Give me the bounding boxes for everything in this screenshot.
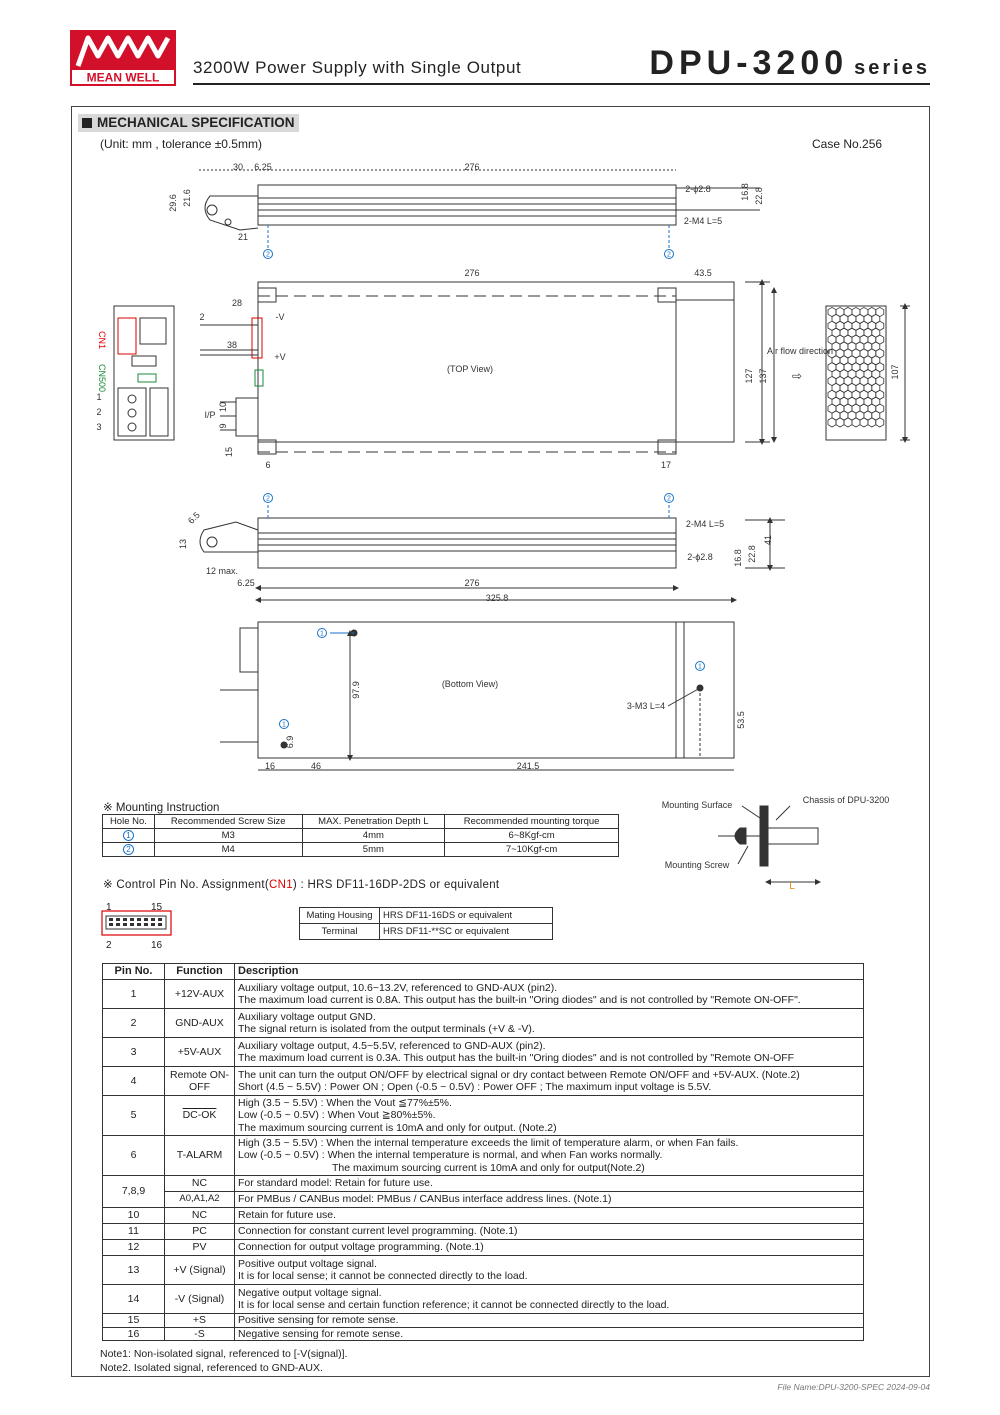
svg-text:21.6: 21.6: [182, 189, 192, 207]
mounting-title: ※ Mounting Instruction: [103, 802, 220, 814]
table-row: 12 PV Connection for output voltage programming. (Note.1): [103, 1240, 864, 1256]
svg-text:I/P: I/P: [204, 410, 216, 420]
table-row: 13 +V (Signal) Positive output voltage signal. It is for local sense; it cannot be connected directly to the load.: [103, 1256, 864, 1285]
svg-text:127: 127: [744, 368, 754, 384]
table-row: 2 M4 5mm 7~10Kgf-cm: [103, 843, 619, 857]
product-subtitle: 3200W Power Supply with Single Output: [193, 58, 522, 77]
svg-text:30: 30: [232, 162, 244, 172]
svg-text:21: 21: [237, 232, 249, 242]
fan-grille: [828, 307, 884, 427]
svg-text:241.5: 241.5: [516, 761, 540, 771]
table-row: Mating Housing HRS DF11-16DS or equivalent: [300, 908, 553, 924]
mating-table: [299, 907, 553, 940]
svg-text:16: 16: [151, 940, 163, 951]
svg-text:276: 276: [464, 162, 480, 172]
table-row: 6 T-ALARM High (3.5 ~ 5.5V) : When the internal temperature exceeds the limit of temperature alarm, or when Fan fails. Low (-0.5 ~ 0.5V) : When the internal temperature is normal, and when Fan works normally. The maximum sourcing current is 10mA and only for output(Note.2): [103, 1136, 864, 1176]
svg-text:L: L: [789, 881, 795, 892]
svg-text:2-M4 L=5: 2-M4 L=5: [685, 519, 725, 529]
svg-text:13: 13: [178, 538, 188, 550]
svg-text:12 max.: 12 max.: [205, 566, 239, 576]
table-row: 7,8,9 NC For standard model: Retain for future use.: [103, 1176, 864, 1192]
svg-text:16.8: 16.8: [740, 183, 750, 201]
svg-text:1: 1: [320, 630, 324, 638]
file-footer: File Name:DPU-3200-SPEC 2024-09-04: [777, 1382, 930, 1392]
svg-text:2: 2: [106, 940, 112, 951]
svg-text:(Bottom View): (Bottom View): [441, 679, 499, 689]
unit-note: (Unit: mm , tolerance ±0.5mm): [100, 137, 262, 151]
svg-text:16: 16: [264, 761, 276, 771]
table-row: 14 -V (Signal) Negative output voltage signal. It is for local sense and certain function reference; it cannot be connected directly to the load.: [103, 1285, 864, 1314]
svg-text:Chassis of DPU-3200: Chassis of DPU-3200: [802, 795, 890, 805]
svg-text:2-ϕ2.8: 2-ϕ2.8: [685, 184, 711, 194]
svg-text:2: 2: [96, 407, 102, 417]
svg-text:Air flow direction: Air flow direction: [766, 346, 834, 356]
svg-text:16.8: 16.8: [733, 549, 743, 567]
svg-text:6: 6: [265, 460, 271, 470]
case-number: Case No.256: [812, 137, 883, 151]
svg-text:97.9: 97.9: [351, 681, 361, 699]
table-row: 16 -S Negative sensing for remote sense.: [103, 1327, 864, 1341]
mounting-table: Hole No. Recommended Screw Size MAX. Penetration Depth L Recommended mounting torque 1 M3 4mm 6~8Kgf-cm 2 M4 5mm 7~10Kgf-cm: [102, 814, 619, 857]
svg-text:2: 2: [266, 251, 270, 259]
svg-text:2-M4 L=5: 2-M4 L=5: [683, 216, 723, 226]
svg-text:17: 17: [660, 460, 672, 470]
svg-text:10: 10: [218, 401, 228, 413]
table-row: 10 NC Retain for future use.: [103, 1208, 864, 1224]
svg-text:3: 3: [96, 422, 102, 432]
table-row: 15 +S Positive sensing for remote sense.: [103, 1314, 864, 1328]
svg-text:CN500: CN500: [97, 363, 107, 393]
table-row: 4 Remote ON-OFF The unit can turn the output ON/OFF by electrical signal or dry contact between Remote ON/OFF and +5V-AUX. (Note.2) Short (4.5 ~ 5.5V) : Power ON ; Open (-0.5 ~ 0.5V) : Power OFF ; The maximum input voltage is 5.5V.: [103, 1067, 864, 1096]
notes: Note1: Non-isolated signal, referenced to [-V(signal)]. Note2. Isolated signal, referenced to GND-AUX.: [100, 1348, 348, 1374]
svg-text:⇨: ⇨: [791, 369, 803, 383]
svg-text:325.8: 325.8: [485, 593, 509, 603]
svg-text:6.25: 6.25: [254, 162, 272, 172]
svg-text:+V: +V: [274, 352, 286, 362]
svg-text:43.5: 43.5: [694, 268, 712, 278]
svg-text:53.5: 53.5: [736, 711, 746, 729]
svg-text:9: 9: [218, 423, 228, 429]
table-row: 3 +5V-AUX Auxiliary voltage output, 4.5~5.5V, referenced to GND-AUX (pin2). The maximum load current is 0.3A. This output has the built-in "Oring diodes" and is not controlled by "Remote ON-OFF: [103, 1038, 864, 1067]
table-row: 1 +12V-AUX Auxiliary voltage output, 10.6~13.2V, referenced to GND-AUX (pin2). The maximum load current is 0.8A. This output has the built-in "Oring diodes" and is not controlled by "Remote ON-OFF".: [103, 980, 864, 1009]
svg-text:1: 1: [698, 663, 702, 671]
svg-text:137: 137: [758, 368, 768, 384]
svg-text:1: 1: [106, 902, 112, 913]
svg-text:276: 276: [464, 268, 480, 278]
svg-text:15: 15: [151, 902, 163, 913]
model-title: DPU-3200 series: [649, 44, 930, 82]
svg-text:-V: -V: [275, 312, 285, 322]
svg-text:29.6: 29.6: [168, 194, 178, 212]
svg-text:38: 38: [226, 340, 238, 350]
table-row: A0,A1,A2 For PMBus / CANBus model: PMBus / CANBus interface address lines. (Note.1): [103, 1192, 864, 1208]
svg-text:(TOP View): (TOP View): [446, 364, 494, 374]
svg-text:22.8: 22.8: [747, 545, 757, 563]
svg-text:Mounting Surface: Mounting Surface: [661, 800, 733, 810]
table-row: 5 DC-OK High (3.5 ~ 5.5V) : When the Vout ≦77%±5%. Low (-0.5 ~ 0.5V) : When Vout ≧80%±5%. The maximum sourcing current is 10mA and only for output. (Note.2): [103, 1096, 864, 1136]
svg-text:2: 2: [667, 251, 671, 259]
table-row: 1 M3 4mm 6~8Kgf-cm: [103, 829, 619, 843]
svg-text:2: 2: [266, 495, 270, 503]
svg-text:15: 15: [224, 446, 234, 458]
svg-text:Mounting Screw: Mounting Screw: [664, 860, 730, 870]
svg-text:6.9: 6.9: [285, 735, 295, 749]
svg-text:6.5: 6.5: [185, 509, 202, 526]
table-row: Terminal HRS DF11-**SC or equivalent: [300, 924, 553, 940]
pin-assignment-table: Pin No. Function Description 1 +12V-AUX Auxiliary voltage output, 10.6~13.2V, referenced to GND-AUX (pin2). The maximum load current is 0.8A. This output has the built-in "Oring diodes" and is not controlled by "Remote ON-OFF". 2 GND-AUX Auxiliary voltage output GND. The signal return is isolated from the output terminals (+V & -V). 3 +5V-AUX Auxiliary voltage output, 4.5~5.5V, referenced to GND-AUX (pin2). The maximum load current is 0.3A. This output has the built-in "Oring diodes" and is not controlled by "Remote ON-OFF 4 Remote ON-OFF The unit can turn the output ON/OFF by electrical signal or dry contact between Remote ON/OFF and +5V-AUX. (Note.2) Short (4.5 ~ 5.5V) : Power ON ; Open (-0.5 ~ 0.5V) : Power OFF ; The maximum input voltage is 5.5V. 5 DC-OK High (3.5 ~ 5.5V) : When the Vout ≦77%±5%. Low (-0.5 ~ 0.5V) : When Vout ≧80%±5%. The maximum sourcing current is 10mA and only for output. (Note.2) 6 T-ALARM High (3.5 ~ 5.5V) : When the internal temperature exceeds the limit of temperature alarm, or when Fan fails. Low (-0.5 ~ 0.5V) : When the internal temperature is normal, and when Fan works normally. The maximum sourcing current is 10mA and only for output(Note.2) 7,8,9 NC For standard model: Retain for future use. A0,A1,A2 For PMBus / CANBus model: PMBus / CANBus interface address lines. (Note.1) 10 NC Retain for future use. 11 PC Connection for constant current level programming. (Note.1) 12 PV Connection for output voltage programming. (Note.1) 13 +V (Signal) Positive output voltage signal. It is for local sense; it cannot be connected directly to the load. 14 -V (Signal) Negative output voltage signal. It is for local sense and certain function reference; it cannot be connected directly to the load. 15 +S Positive sensing for remote sense. 16 -S Negative sensing for remote sense.: [102, 963, 864, 1341]
svg-text:22.8: 22.8: [754, 187, 764, 205]
svg-text:276: 276: [464, 578, 480, 588]
svg-text:CN1: CN1: [97, 330, 107, 350]
svg-text:1: 1: [282, 721, 286, 729]
section-title: MECHANICAL SPECIFICATION: [78, 114, 299, 132]
table-row: 11 PC Connection for constant current level programming. (Note.1): [103, 1224, 864, 1240]
control-pin-title: ※ Control Pin No. Assignment(CN1) : HRS DF11-16DP-2DS or equivalent: [103, 879, 500, 891]
svg-text:2: 2: [667, 495, 671, 503]
svg-text:41: 41: [763, 534, 773, 546]
svg-text:3-M3 L=4: 3-M3 L=4: [626, 701, 666, 711]
svg-text:107: 107: [890, 364, 900, 380]
svg-text:6.25: 6.25: [237, 578, 255, 588]
svg-text:28: 28: [231, 298, 243, 308]
svg-text:2-ϕ2.8: 2-ϕ2.8: [687, 552, 713, 562]
svg-text:MEAN WELL: MEAN WELL: [86, 70, 160, 85]
svg-text:1: 1: [96, 392, 102, 402]
table-row: 2 GND-AUX Auxiliary voltage output GND. The signal return is isolated from the output terminals (+V & -V).: [103, 1009, 864, 1038]
svg-text:46: 46: [310, 761, 322, 771]
svg-text:2: 2: [199, 312, 205, 322]
